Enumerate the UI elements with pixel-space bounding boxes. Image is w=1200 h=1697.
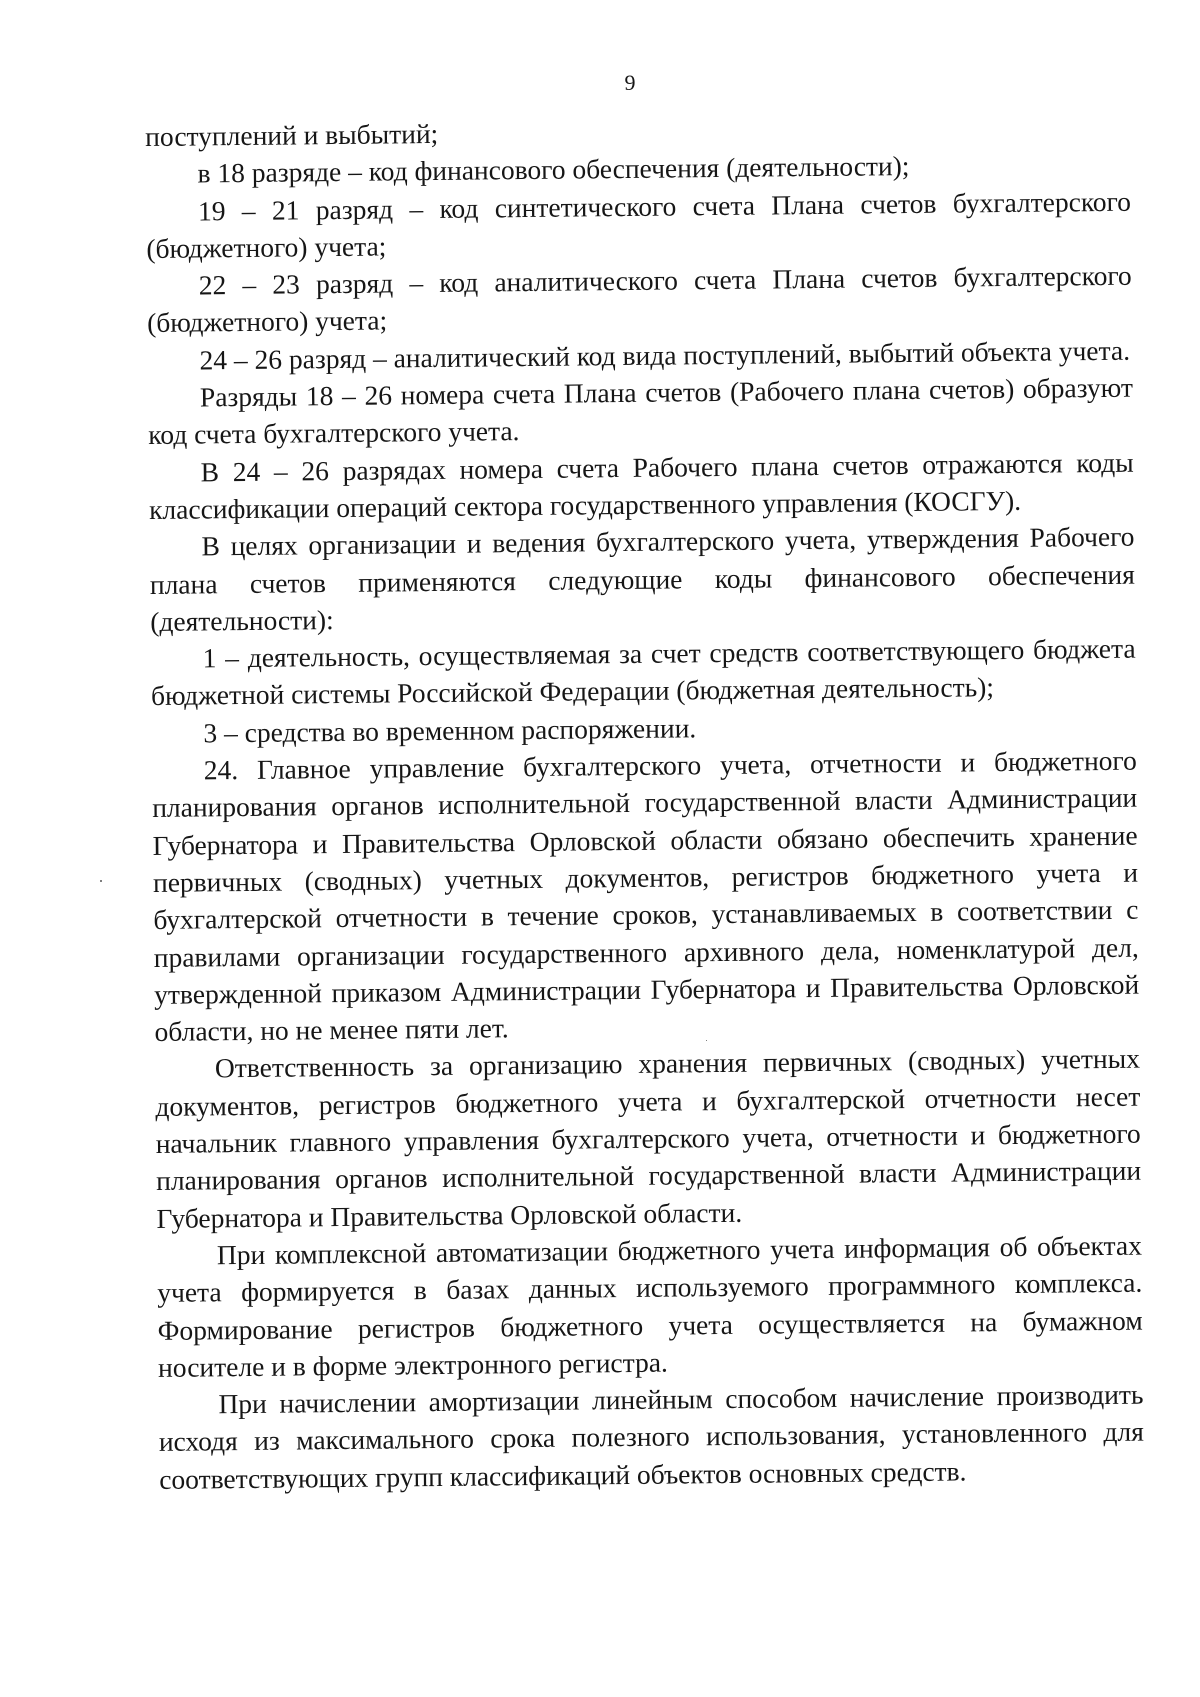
paragraph-automation: При комплексной автоматизации бюджетного учета информация об объектах учета формируется в базах данных используемого программного комплекса. Формирование регистров бюджетного учета осуществляется на бумажном носителе и в форме электронного регистра. — [157, 1229, 1143, 1383]
paragraph-digits-19-21: 19 – 21 разряд – код синтетического счета Плана счетов бухгалтерского (бюджетного) учета; — [146, 185, 1132, 264]
paragraph-kosgu: В 24 – 26 разрядах номера счета Рабочего плана счетов отражаются коды классификации операций сектора государственного управления (КОСГУ). — [148, 446, 1134, 525]
scan-speck — [706, 1040, 707, 1041]
paragraph-responsibility: Ответственность за организацию хранения первичных (сводных) учетных документов, регистров бюджетного учета и бухгалтерской отчетности несет начальник главного управления бухгалтерского учета, отчетности и бюджетного планирования органов исполнительной государственной власти Администрации Губернатора и Правительства Орловской области. — [155, 1043, 1142, 1234]
paragraph-code-1: 1 – деятельность, осуществляемая за счет средств соответствующего бюджета бюджетной системы Российской Федерации (бюджетная деятельность); — [150, 632, 1136, 712]
scan-speck — [100, 880, 102, 882]
paragraph-depreciation: При начислении амортизации линейным способом начисление производить исходя из максимального срока полезного использования, установленного для соответствующих групп классификаций объектов основных средств. — [158, 1378, 1144, 1495]
paragraph-code-3: 3 – средства во временном распоряжении. — [203, 712, 697, 749]
document-body — [145, 108, 1144, 1498]
paragraph-digit-18: в 18 разряде – код финансового обеспечения (деятельности); — [197, 150, 910, 189]
paragraph-financing-codes: В целях организации и ведения бухгалтерского учета, утверждения Рабочего плана счетов применяются следующие коды финансового обеспечения (деятельности): — [149, 520, 1135, 637]
paragraph-digits-22-23: 22 – 23 разряд – код аналитического счета Плана счетов бухгалтерского (бюджетного) учета; — [146, 259, 1132, 339]
paragraph-section-24: 24. Главное управление бухгалтерского учета, отчетности и бюджетного планирования органов исполнительной государственной власти Администрации Губернатора и Правительства Орловской области обязано обеспечить хранение первичных (сводных) учетных документов, регистров бюджетного учета и бухгалтерской отчетности в течение сроков, устанавливаемых в соответствии с правилами организации государственного архивного дела, номенклатурой дел, утвержденной приказом Администрации Губернатора и Правительства Орловской области, но не менее пяти лет. — [152, 744, 1140, 1048]
paragraph-digits-24-26: 24 – 26 разряд – аналитический код вида поступлений, выбытий объекта учета. — [199, 334, 1131, 376]
paragraph-account-code: Разряды 18 – 26 номера счета Плана счетов (Рабочего плана счетов) образуют код счета бухгалтерского учета. — [148, 371, 1134, 451]
paragraph-continuation: поступлений и выбытий; — [145, 117, 439, 152]
page-number: 9 — [624, 70, 636, 95]
